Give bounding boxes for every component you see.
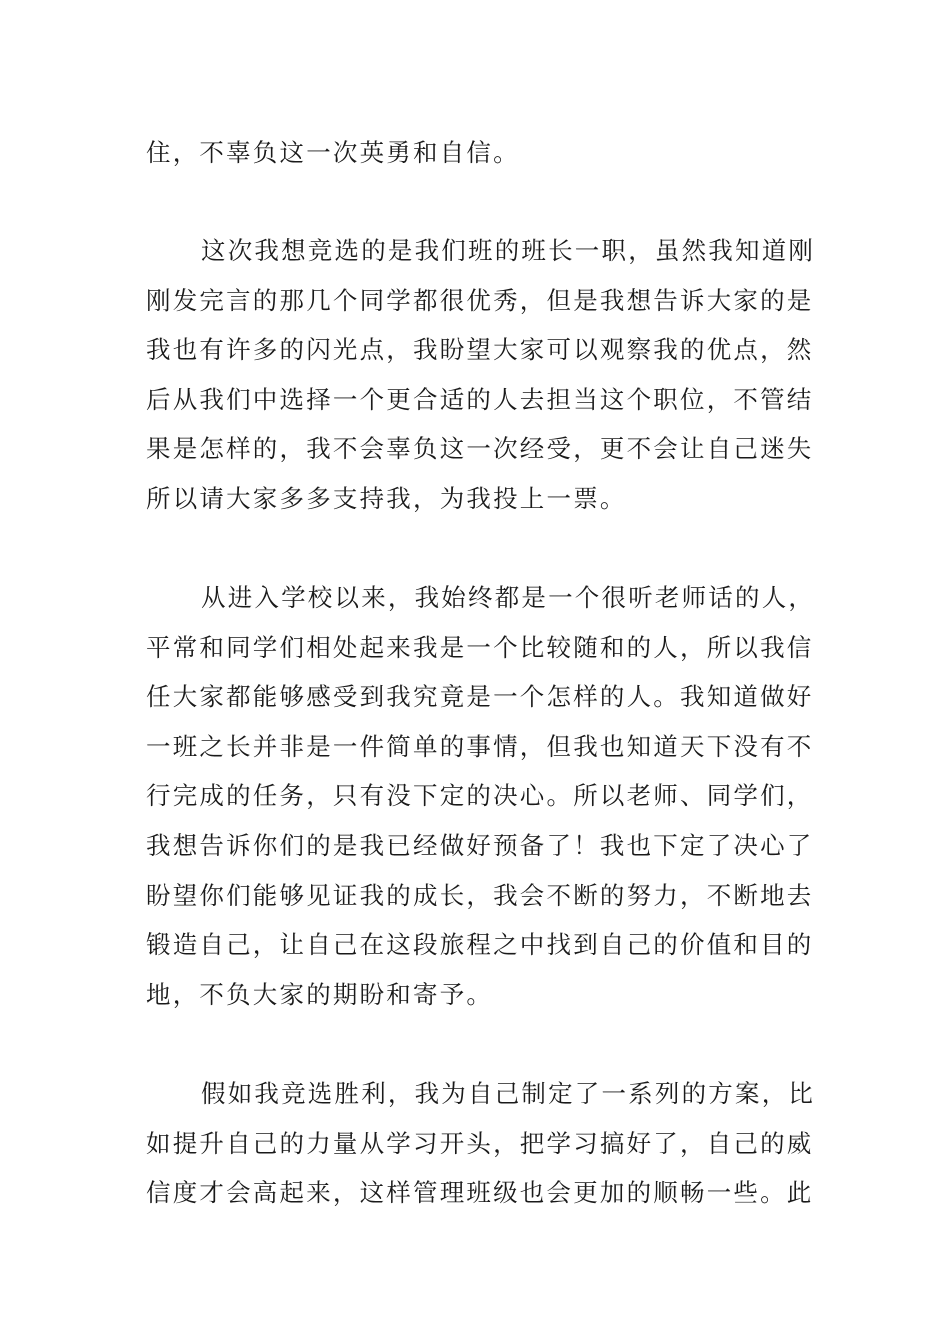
paragraph-line: 平常和同学们相处起来我是一个比较随和的人，所以我信: [146, 632, 814, 662]
paragraph-line: 地，不负大家的期盼和寄予。: [146, 979, 494, 1009]
paragraph-line: 任大家都能够感受到我究竟是一个怎样的人。我知道做好: [146, 682, 814, 712]
paragraph-line: 信度才会高起来，这样管理班级也会更加的顺畅一些。此: [146, 1178, 814, 1208]
paragraph-line: 刚发完言的那几个同学都很优秀，但是我想告诉大家的是: [146, 285, 814, 315]
paragraph-line: 假如我竞选胜利，我为自己制定了一系列的方案，比: [201, 1079, 816, 1108]
paragraph-2: [146, 226, 816, 524]
paragraph-4: [146, 1069, 816, 1218]
paragraph-line: 果是怎样的，我不会辜负这一次经受，更不会让自己迷失: [146, 434, 814, 464]
paragraph-line: 如提升自己的力量从学习开头，把学习搞好了，自己的威: [146, 1128, 814, 1158]
paragraph-line: 一班之长并非是一件简单的事情，但我也知道天下没有不: [146, 731, 814, 761]
paragraph-line: 后从我们中选择一个更合适的人去担当这个职位，不管结: [146, 384, 814, 414]
paragraph-line: 我想告诉你们的是我已经做好预备了！我也下定了决心了: [146, 830, 814, 860]
paragraph-line: 所以请大家多多支持我，为我投上一票。: [146, 483, 627, 513]
paragraph-1: [146, 128, 806, 178]
paragraph-line: 我也有许多的闪光点，我盼望大家可以观察我的优点，然: [146, 335, 814, 365]
paragraph-line: 从进入学校以来，我始终都是一个很听老师话的人，: [201, 583, 816, 612]
paragraph-line: 盼望你们能够见证我的成长，我会不断的努力，不断地去: [146, 880, 814, 910]
paragraph-line: 锻造自己，让自己在这段旅程之中找到自己的价值和目的: [146, 930, 814, 960]
paragraph-line: 住，不辜负这一次英勇和自信。: [146, 138, 520, 167]
paragraph-line: 行完成的任务，只有没下定的决心。所以老师、同学们，: [146, 781, 814, 811]
paragraph-3: [146, 573, 816, 1019]
paragraph-line: 这次我想竞选的是我们班的班长一职，虽然我知道刚: [201, 236, 816, 265]
